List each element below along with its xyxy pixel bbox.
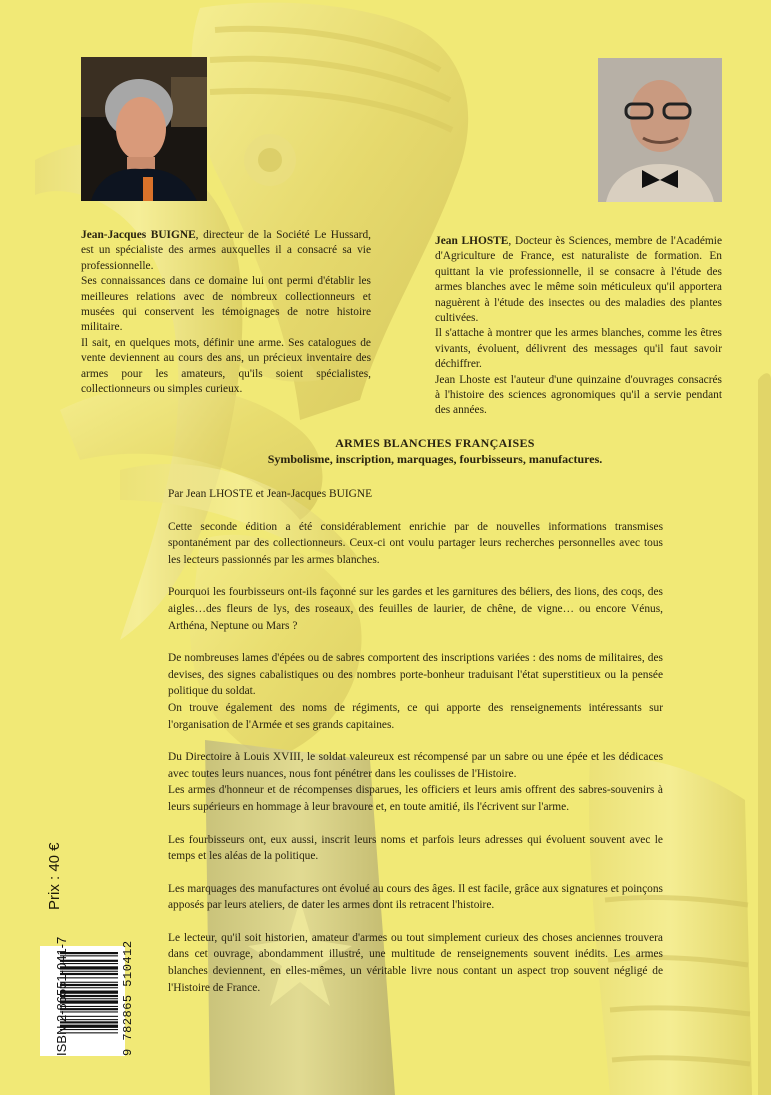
isbn-label: ISBN 2-86551-041-7 [54,936,69,1056]
book-title: ARMES BLANCHES FRANÇAISES [335,436,535,450]
paragraph-3: De nombreuses lames d'épées ou de sabres comportent des inscriptions variées : des noms de militaires, des devises, des signes cabalistiques ou des nombres porte-bonheur traduisant l'état superstitieux ou la pensée politique du soldat. [168,652,663,698]
book-subtitle: Symbolisme, inscription, marquages, fourbisseurs, manufactures. [267,452,603,466]
byline: Par Jean LHOSTE et Jean-Jacques BUIGNE [168,488,373,500]
book-header [160,436,710,467]
bio-right [435,234,722,419]
barcode [40,946,125,1056]
paragraph-9: Le lecteur, qu'il soit historien, amateur d'armes ou tout simplement curieux des choses anciennes trouvera dans cet ouvrage, abondamment illustré, une multitude de renseignements souvent inédits. Les armes blanches deviennent, en elles-mêmes, un véritable livre nous contant un aspect trop souvent négligé de l'Histoire de France. [168,931,663,994]
bio-left [81,228,371,397]
ean-digits: 9 782865 510412 [121,940,135,1056]
portrait-jean-lhoste [598,58,722,202]
portrait-jean-jacques-buigne [81,57,207,201]
paragraph-2: Pourquoi les fourbisseurs ont-ils façonné sur les gardes et les garnitures des béliers, des lions, des coqs, des aigles…des fleurs de lys, des roseaux, des feuilles de laurier, de chêne, de vigne… ou encore Vénus, Arthéna, Neptune ou Mars ? [168,586,663,632]
paragraph-6: Les armes d'honneur et de récompenses disparues, les officiers et leurs amis offrent des sabres-souvenirs à leurs supérieurs en hommage à leur bravoure et, en toute amitié, ils l'écrivent sur l'arme. [168,784,663,813]
paragraph-4: On trouve également des noms de régiments, ce qui apporte des renseignements intéressants sur l'organisation de l'Armée et ses grands capitaines. [168,701,663,731]
right-author-name: Jean LHOSTE [435,235,509,247]
right-author-bio-p3: Jean Lhoste est l'auteur d'une quinzaine d'ouvrages consacrés à l'histoire des sciences agronomiques qu'il a servie pendant des années. [435,373,722,417]
price-label: Prix : 40 € [46,842,63,910]
paragraph-8: Les marquages des manufactures ont évolué au cours des âges. Il est facile, grâce aux signatures et poinçons apposés par leurs ateliers, de dater les armes dont ils retracent l'histoire. [168,882,663,912]
paragraph-7: Les fourbisseurs ont, eux aussi, inscrit leurs noms et parfois leurs adresses qui évoluent souvent avec le temps et les aléas de la politique. [168,833,663,863]
description [168,486,663,996]
left-author-bio-p2: Ses connaissances dans ce domaine lui ont permi d'établir les meilleures relations avec de nombreux collectionneurs et musées qui conservent les témoignages de notre histoire militaire. [81,275,371,334]
left-author-bio-p3: Il sait, en quelques mots, définir une arme. Ses catalogues de vente deviennent au cours des ans, un précieux inventaire des armes pour les amateurs, qu'ils soient spécialistes, collectionneurs ou simples curieux. [81,336,371,396]
right-author-bio-p2: Il s'attache à montrer que les armes blanches, comme les êtres vivants, évoluent, délivrent des messages qu'il faut savoir déchiffrer. [435,327,722,371]
paragraph-1: Cette seconde édition a été considérablement enrichie par de nouvelles informations transmises spontanément par des collectionneurs. Ceux-ci ont voulu partager leurs recherches personnelles avec tous les lecteurs passionnés par les armes blanches. [168,520,663,566]
left-author-name: Jean-Jacques BUIGNE [81,229,196,241]
barcode-bars [40,946,125,1056]
left-author-bio-lead: , directeur de la Société Le Hussard, est un spécialiste des armes auxquelles il a consacré sa vie professionnelle. [81,229,371,272]
right-author-bio-lead: , Docteur ès Sciences, membre de l'Académie d'Agriculture de France, est naturaliste de formation. En quittant la vie professionnelle, il se consacre à l'étude des armes blanches avec le même soin méticuleux qu'il apportera naguèrent à l'étude des insectes ou des maladies des plantes cultivées. [435,235,722,325]
paragraph-5: Du Directoire à Louis XVIII, le soldat valeureux est récompensé par un sabre ou une épée et les dédicaces avec toutes leurs nuances, nous font pénétrer dans les coulisses de l'Histoire. [168,751,663,780]
